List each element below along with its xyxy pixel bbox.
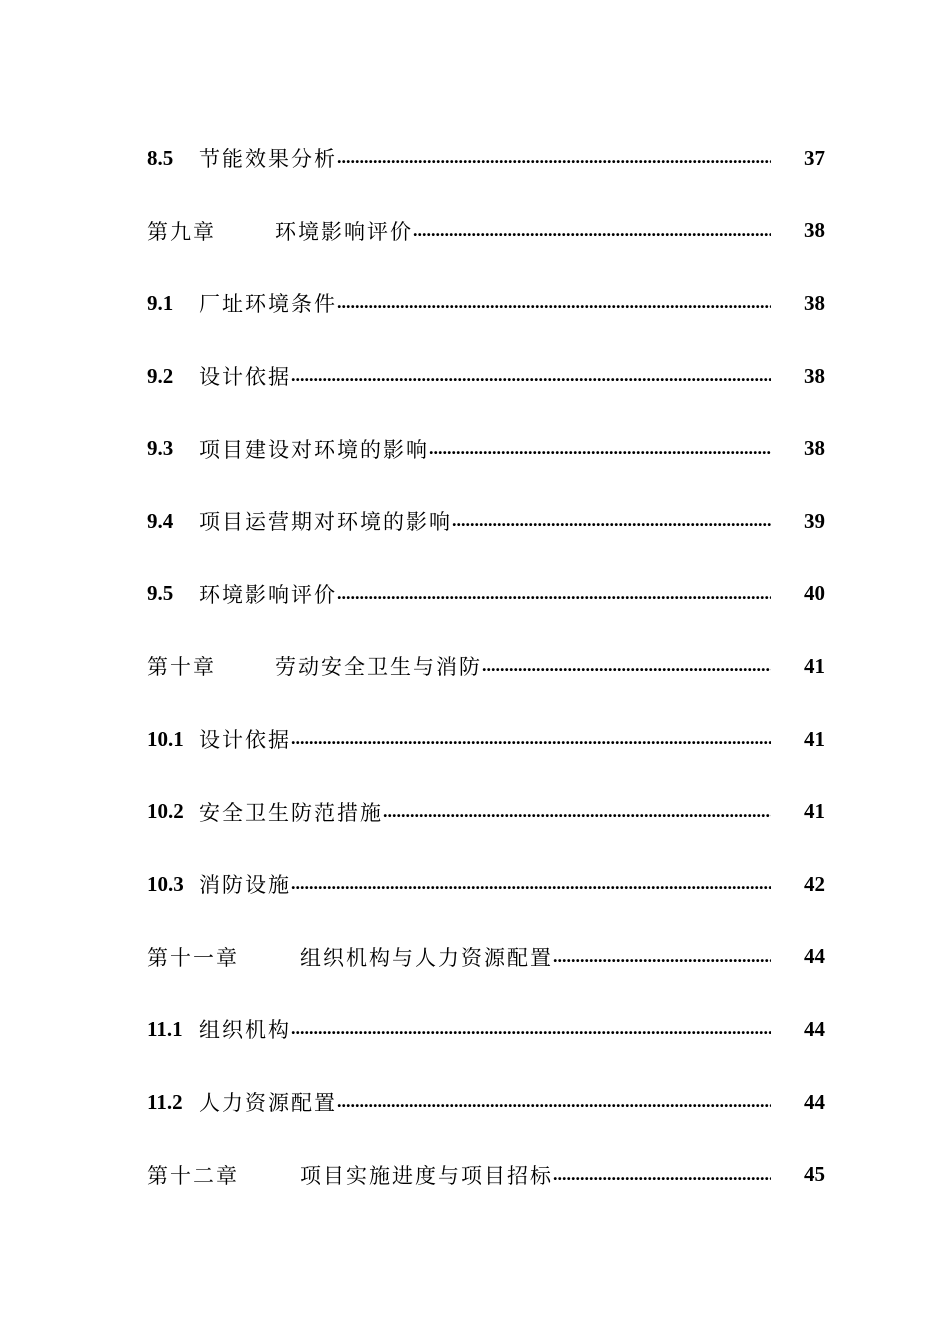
entry-title: 设计依据	[199, 728, 291, 753]
chapter-label: 第十二章	[147, 1163, 239, 1188]
page-number: 44	[804, 944, 825, 969]
toc-entry-9-5[interactable]	[147, 558, 825, 631]
entry-title: 节能效果分析	[199, 147, 337, 172]
toc-entry-10-3[interactable]	[147, 848, 825, 921]
page-number: 45	[804, 1162, 825, 1187]
section-number: 9.1	[147, 290, 174, 315]
chapter-label: 第十一章	[147, 945, 239, 970]
toc-entry-10-2[interactable]	[147, 775, 825, 848]
entry-title: 消防设施	[199, 873, 291, 898]
entry-title: 人力资源配置	[199, 1091, 337, 1116]
entry-title: 环境影响评价	[199, 582, 337, 607]
toc-entry-8-5[interactable]	[147, 122, 825, 195]
toc-entry-chapter-12[interactable]	[147, 1138, 825, 1211]
entry-title: 组织机构与人力资源配置	[300, 945, 553, 970]
section-number: 9.4	[147, 508, 174, 533]
section-number: 11.1	[147, 1016, 183, 1041]
page-number: 44	[804, 1016, 825, 1041]
dot-leader	[291, 872, 771, 896]
dot-leader	[337, 146, 771, 170]
toc-entry-9-1[interactable]	[147, 267, 825, 340]
section-number: 9.2	[147, 363, 174, 388]
entry-title: 安全卫生防范措施	[199, 800, 383, 825]
dot-leader	[482, 654, 771, 678]
page-number: 42	[804, 871, 825, 896]
toc-entry-chapter-10[interactable]	[147, 630, 825, 703]
entry-title: 环境影响评价	[275, 219, 413, 244]
toc-entry-9-3[interactable]	[147, 412, 825, 485]
dot-leader	[291, 727, 771, 751]
section-number: 11.2	[147, 1089, 183, 1114]
page-number: 44	[804, 1089, 825, 1114]
toc-entry-11-1[interactable]	[147, 993, 825, 1066]
table-of-contents	[147, 122, 825, 1211]
toc-entry-9-2[interactable]	[147, 340, 825, 413]
dot-leader	[383, 800, 771, 824]
page-number: 37	[804, 145, 825, 170]
dot-leader	[337, 291, 771, 315]
dot-leader	[337, 582, 771, 606]
entry-title: 设计依据	[199, 365, 291, 390]
entry-title: 项目实施进度与项目招标	[300, 1163, 553, 1188]
page-number: 41	[804, 726, 825, 751]
page-number: 41	[804, 799, 825, 824]
dot-leader	[413, 219, 771, 243]
entry-title: 组织机构	[199, 1018, 291, 1043]
entry-title: 项目建设对环境的影响	[199, 437, 429, 462]
dot-leader	[553, 945, 771, 969]
page-number: 41	[804, 653, 825, 678]
dot-leader	[452, 509, 771, 533]
page-number: 38	[804, 218, 825, 243]
dot-leader	[429, 437, 771, 461]
toc-entry-chapter-11[interactable]	[147, 921, 825, 994]
dot-leader	[553, 1163, 771, 1187]
toc-entry-10-1[interactable]	[147, 703, 825, 776]
entry-title: 项目运营期对环境的影响	[199, 510, 452, 535]
page-number: 38	[804, 290, 825, 315]
page-number: 38	[804, 363, 825, 388]
section-number: 9.5	[147, 581, 174, 606]
section-number: 10.3	[147, 871, 184, 896]
page-number: 40	[804, 581, 825, 606]
toc-entry-9-4[interactable]	[147, 485, 825, 558]
chapter-label: 第十章	[147, 655, 216, 680]
dot-leader	[291, 364, 771, 388]
toc-entry-chapter-9[interactable]	[147, 195, 825, 268]
section-number: 9.3	[147, 436, 174, 461]
toc-entry-11-2[interactable]	[147, 1066, 825, 1139]
section-number: 10.1	[147, 726, 184, 751]
page-number: 38	[804, 436, 825, 461]
entry-title: 厂址环境条件	[199, 292, 337, 317]
section-number: 8.5	[147, 145, 174, 170]
page-number: 39	[804, 508, 825, 533]
chapter-label: 第九章	[147, 219, 216, 244]
dot-leader	[337, 1090, 771, 1114]
section-number: 10.2	[147, 799, 184, 824]
entry-title: 劳动安全卫生与消防	[275, 655, 482, 680]
dot-leader	[291, 1017, 771, 1041]
